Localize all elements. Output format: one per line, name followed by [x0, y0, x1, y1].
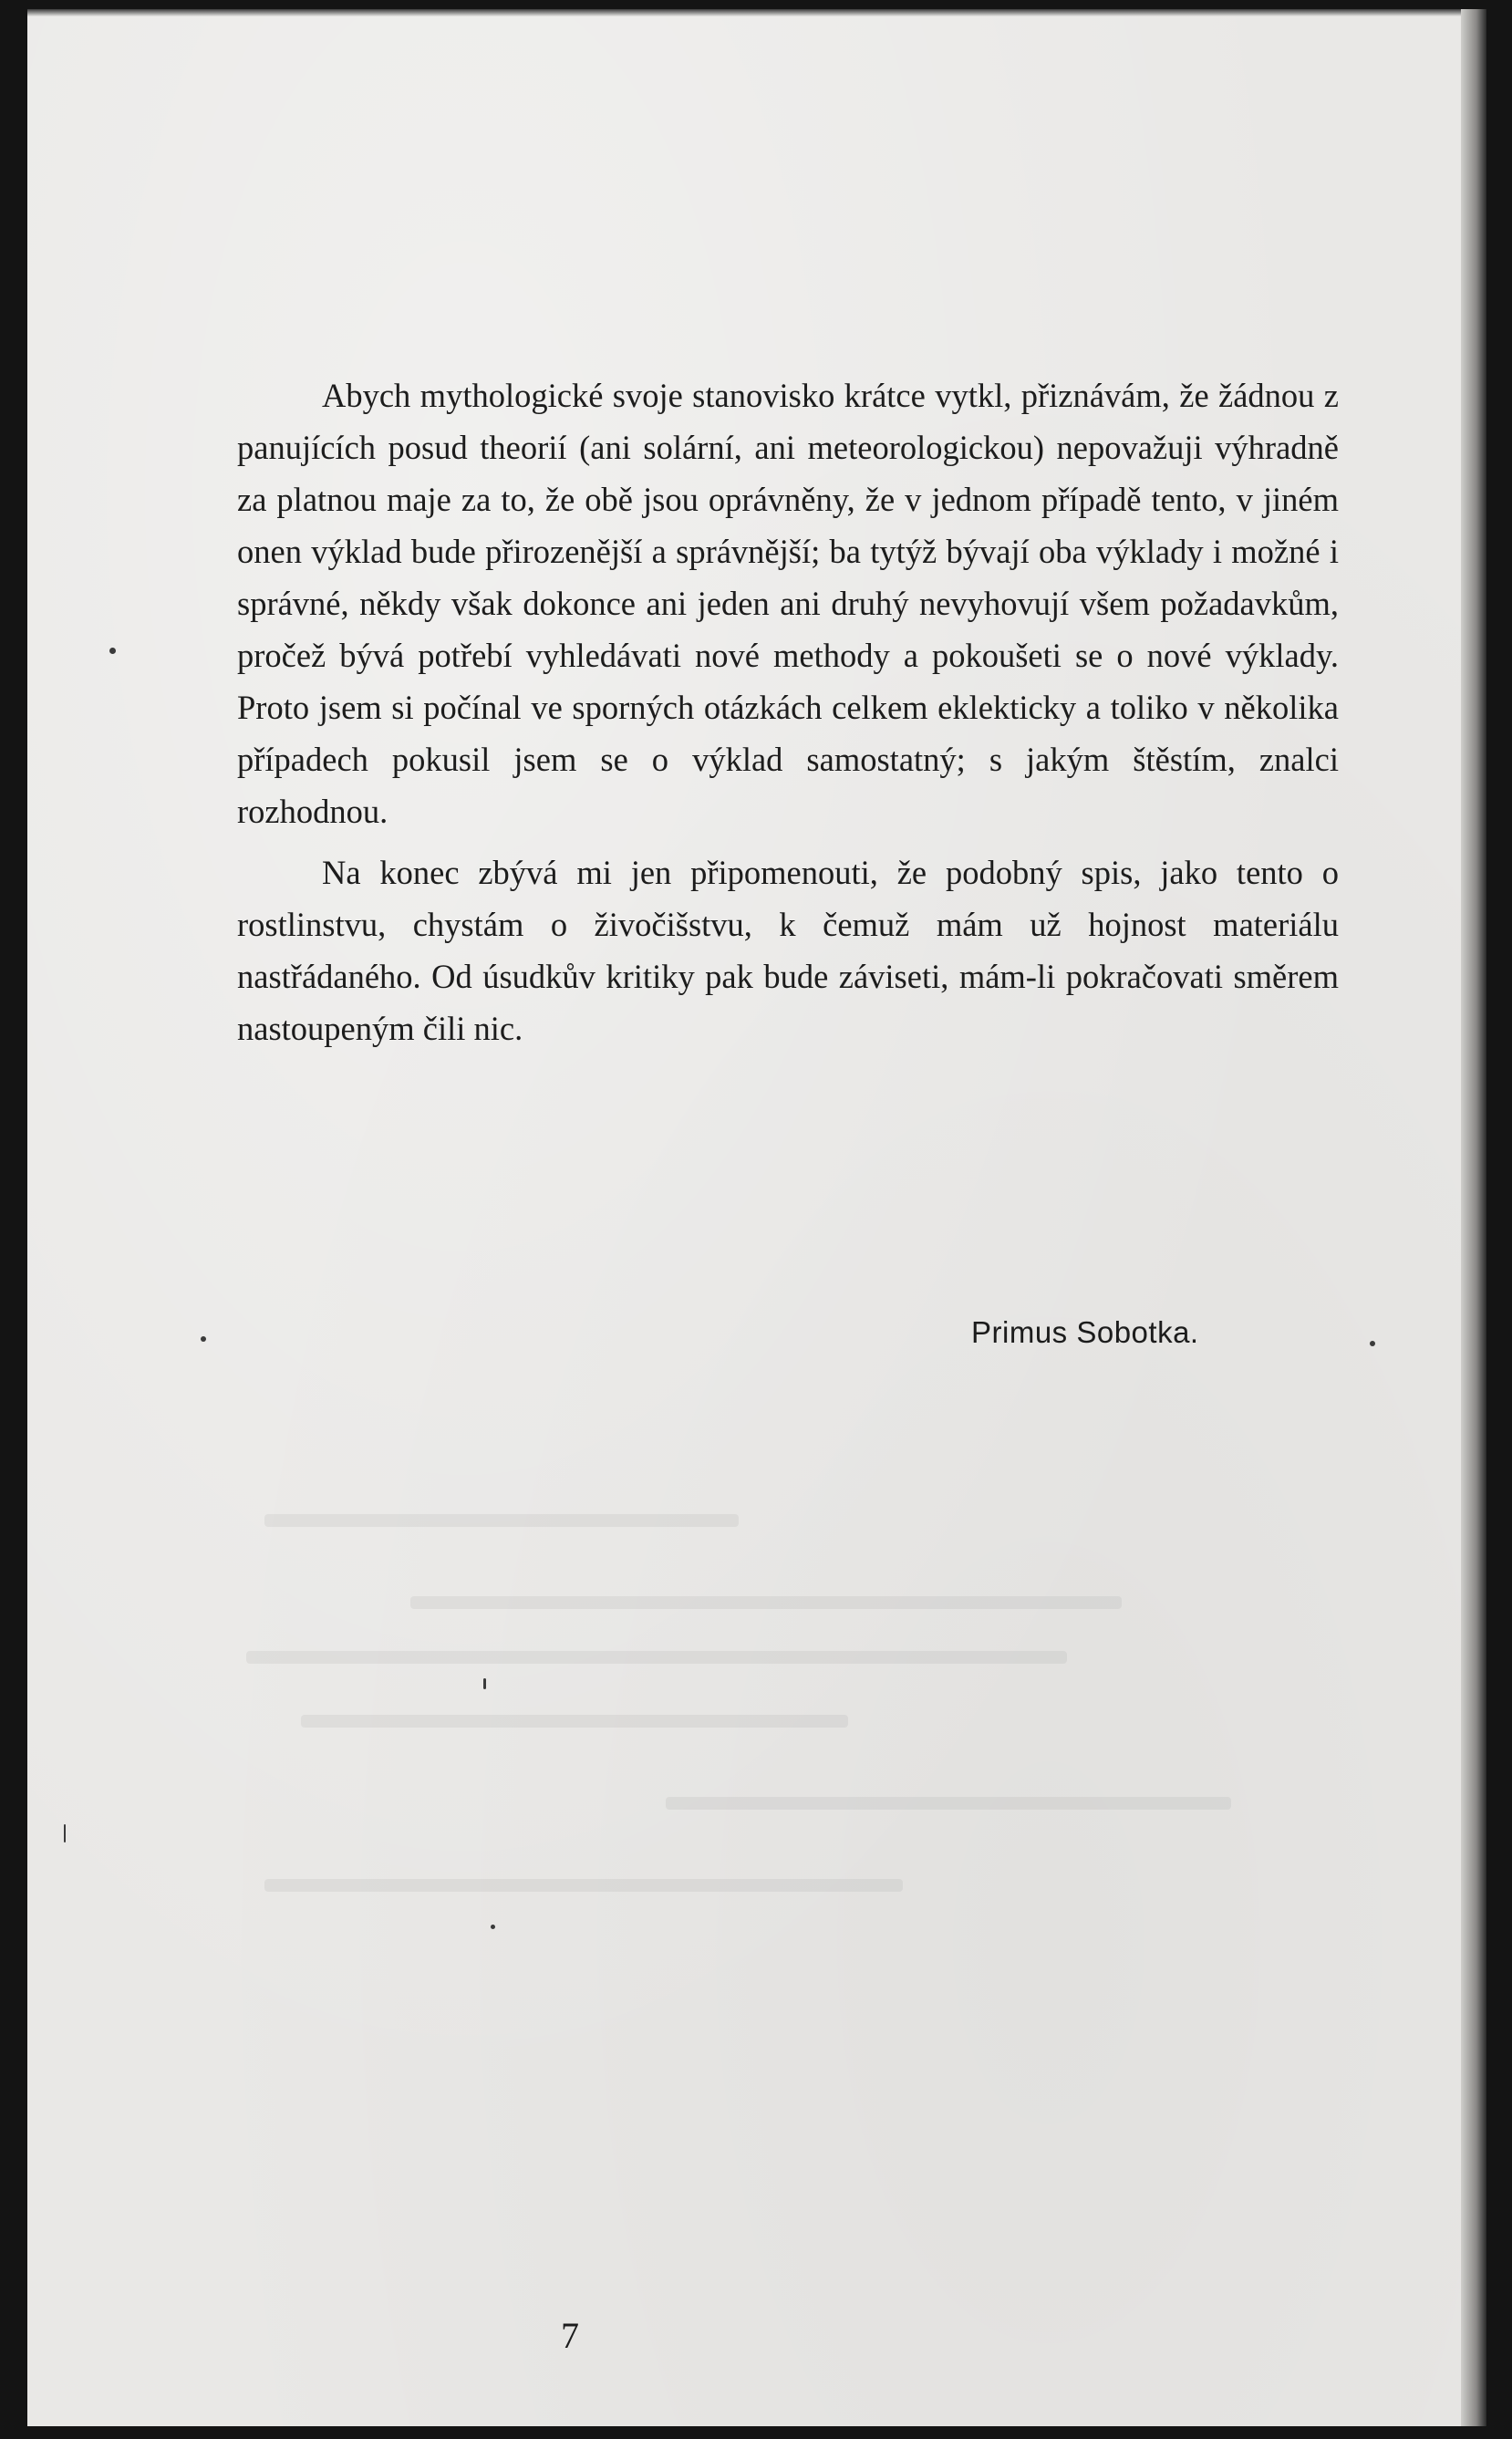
page-top-edge-shadow: [27, 9, 1486, 16]
dust-speck: [201, 1336, 206, 1342]
bleed-through-mark: [666, 1797, 1231, 1810]
dust-speck: [483, 1678, 486, 1689]
author-signature: Primus Sobotka.: [971, 1315, 1199, 1349]
bleed-through-mark: [264, 1879, 903, 1892]
scanned-page: [27, 9, 1486, 2426]
dust-speck: [491, 1925, 495, 1929]
dust-speck: [64, 1824, 66, 1842]
page-number: 7: [561, 2315, 579, 2356]
bleed-through-mark: [410, 1596, 1122, 1609]
bleed-through-mark: [264, 1514, 739, 1527]
dust-speck: [1370, 1341, 1375, 1346]
body-text: [237, 369, 1339, 1054]
paragraph-1: Abych mythologické svoje stanovisko krátce vytkl, přiznávám, že žádnou z panujících posud theorií (ani solární, ani meteorologickou) nepovažuji výhradně za platnou maje za to, že obě jsou oprávněny, že v jednom případě tento, v jiném onen výklad bude přirozenější a správnější; ba tytýž bývají oba výklady i možné i správné, někdy však dokonce ani jeden ani druhý nevyhovují všem požadavkům, pročež bývá potřebí vyhledávati nové methody a pokoušeti se o nové výklady. Proto jsem si počínal ve sporných otázkách celkem eklekticky a toliko v několika případech pokusil jsem se o výklad samostatný; s jakým štěstím, znalci rozhodnou.: [237, 377, 1339, 830]
bleed-through-mark: [301, 1715, 848, 1728]
bleed-through-mark: [246, 1651, 1067, 1664]
dust-speck: [109, 648, 116, 654]
paragraph-2: Na konec zbývá mi jen připomenouti, že podobný spis, jako tento o rostlinstvu, chystám o živočišstvu, k čemuž mám už hojnost materiálu nastřádaného. Od úsudkův kritiky pak bude záviseti, mám-li pokračovati směrem nastoupeným čili nic.: [237, 854, 1339, 1047]
page-right-edge-shadow: [1461, 9, 1486, 2426]
